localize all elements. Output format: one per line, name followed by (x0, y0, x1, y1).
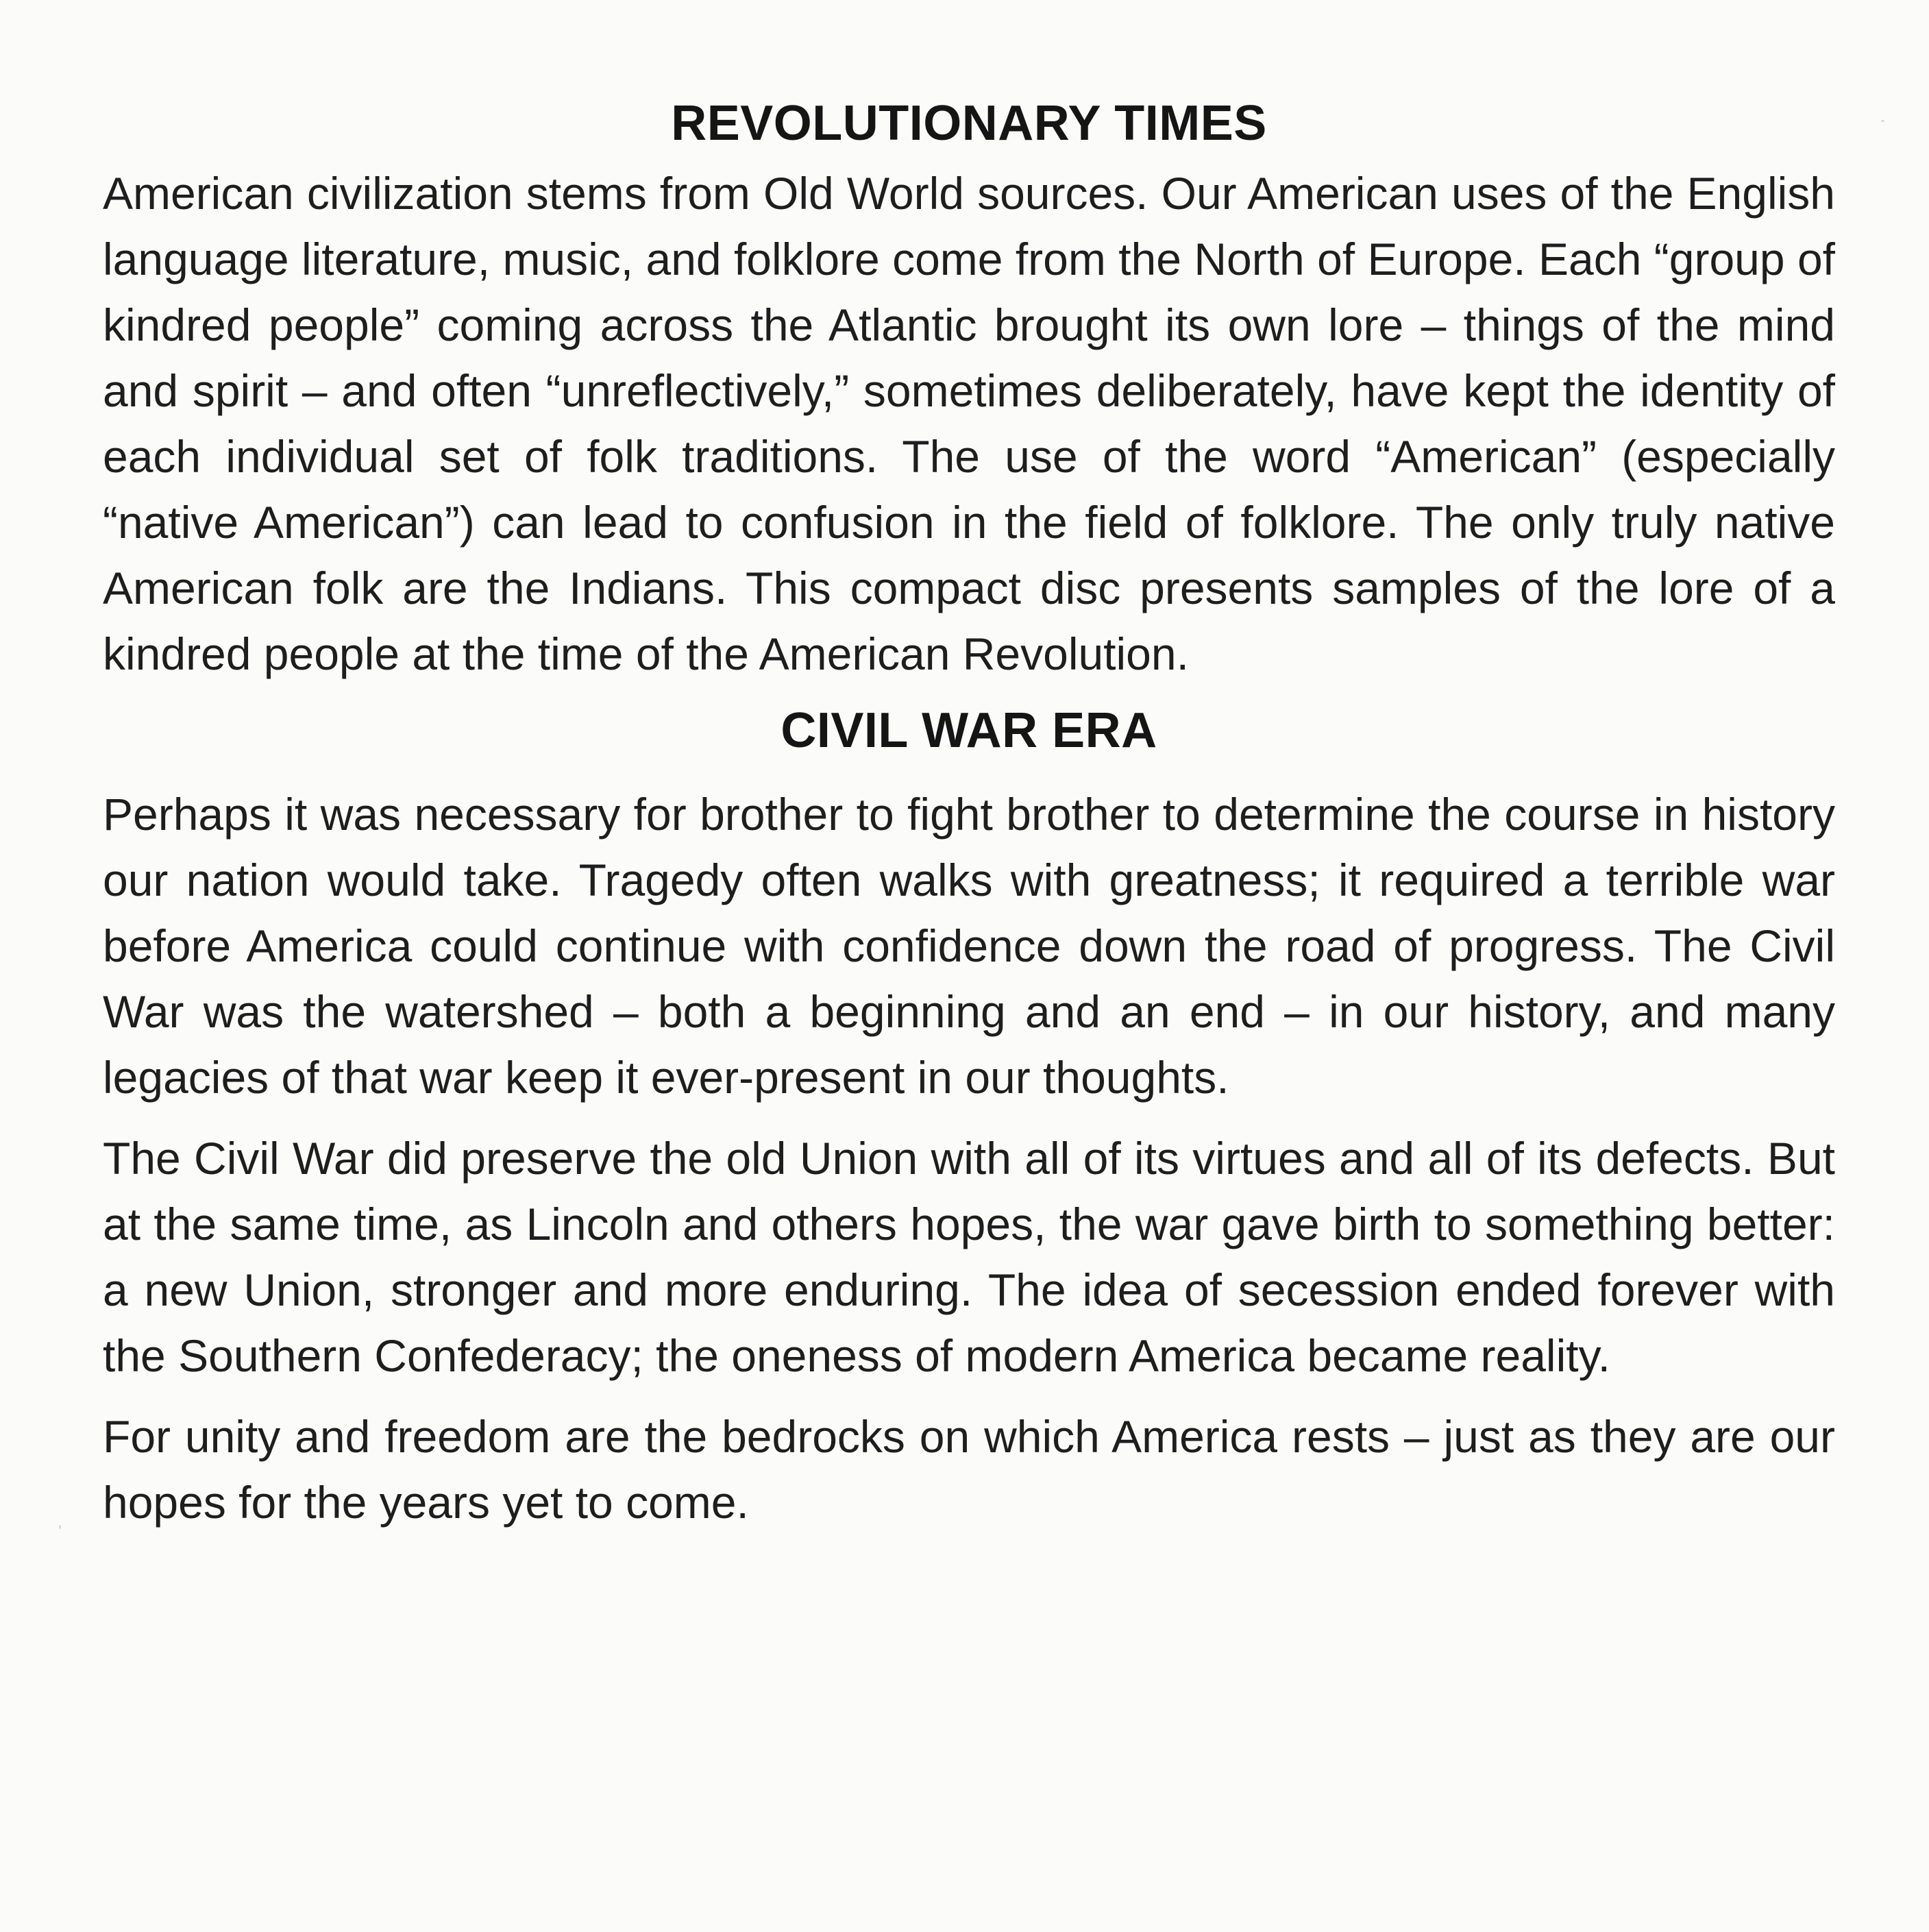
booklet-text-page (103, 89, 1835, 1535)
section-title-civil-war-era: CIVIL WAR ERA (781, 703, 1157, 758)
paragraph-revolutionary-times: American civilization stems from Old World sources. Our American uses of the English language literature, music, and folklore come from the North of Europe. Each “group of kindred people” coming across the Atlantic brought its own lore – things of the mind and spirit – and often “unreflectively,” sometimes deliberately, have kept the identity of each individual set of folk traditions. The use of the word “American” (especially “native American”) can lead to confusion in the field of folklore. The only truly native American folk are the Indians. This compact disc presents samples of the lore of a kindred people at the time of the American Revolution. (103, 168, 1835, 679)
paragraph-civil-war-1: Perhaps it was necessary for brother to fight brother to determine the course in history our nation would take. Tragedy often walks with greatness; it required a terrible war before America could continue with confidence down the road of progress. The Civil War was the watershed – both a beginning and an end – in our history, and many legacies of that war keep it ever-present in our thoughts. (103, 789, 1835, 1103)
paragraph-civil-war-3: For unity and freedom are the bedrocks on which America rests – just as they are our hopes for the years yet to come. (103, 1411, 1835, 1528)
scan-speck (59, 1525, 61, 1529)
scan-speck (1881, 120, 1884, 122)
section-title-revolutionary-times: REVOLUTIONARY TIMES (671, 96, 1267, 151)
paragraph-civil-war-2: The Civil War did preserve the old Union with all of its virtues and all of its defects. But at the same time, as Lincoln and others hopes, the war gave birth to something better: a new Union, stronger and more enduring. The idea of secession ended forever with the Southern Confederacy; the oneness of modern America became reality. (103, 1133, 1835, 1381)
